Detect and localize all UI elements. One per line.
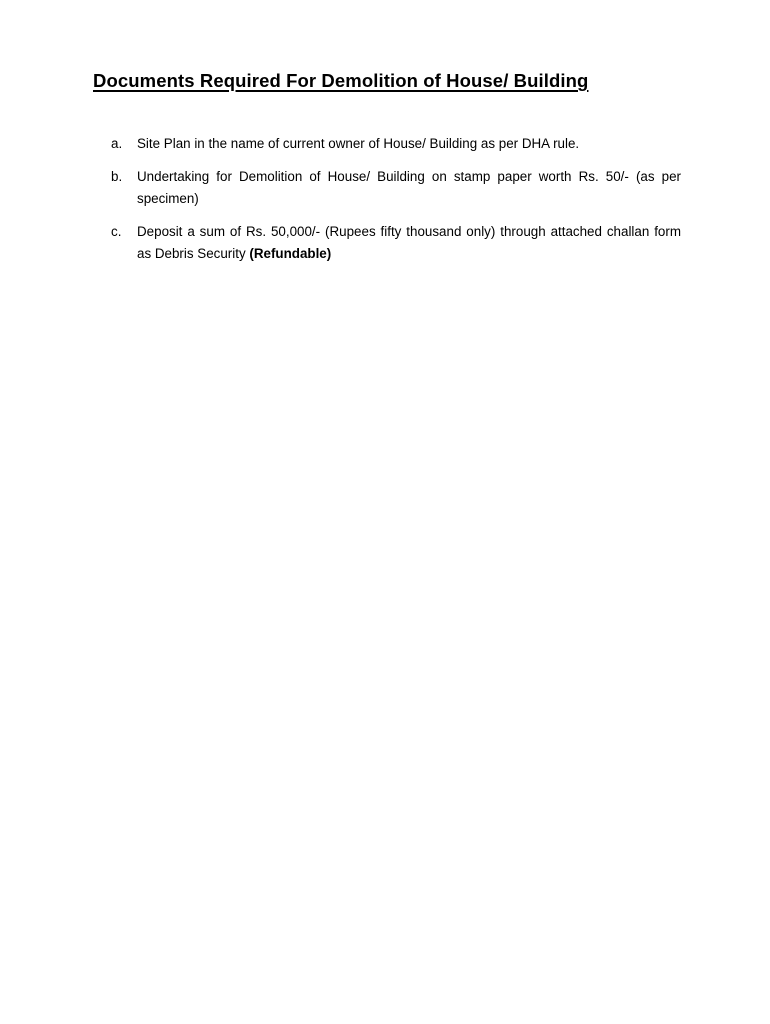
list-item-marker: a. — [111, 136, 123, 151]
list-item-marker: c. — [111, 224, 122, 239]
list-item-text: Site Plan in the name of current owner of House/ Building as per DHA rule. — [137, 136, 580, 151]
list-item — [111, 133, 681, 155]
requirements-list — [111, 133, 681, 276]
list-item-text: Deposit a sum of Rs. 50,000/- (Rupees fifty thousand only) through attached challan form as Debris Security — [137, 224, 681, 261]
list-item-marker: b. — [111, 169, 123, 184]
list-item — [111, 221, 681, 265]
list-item-text: Undertaking for Demolition of House/ Building on stamp paper worth Rs. 50/- (as per specimen) — [137, 169, 681, 206]
document-title: Documents Required For Demolition of House/ Building — [93, 70, 589, 91]
refundable-note: (Refundable) — [249, 246, 332, 261]
list-item — [111, 166, 681, 210]
